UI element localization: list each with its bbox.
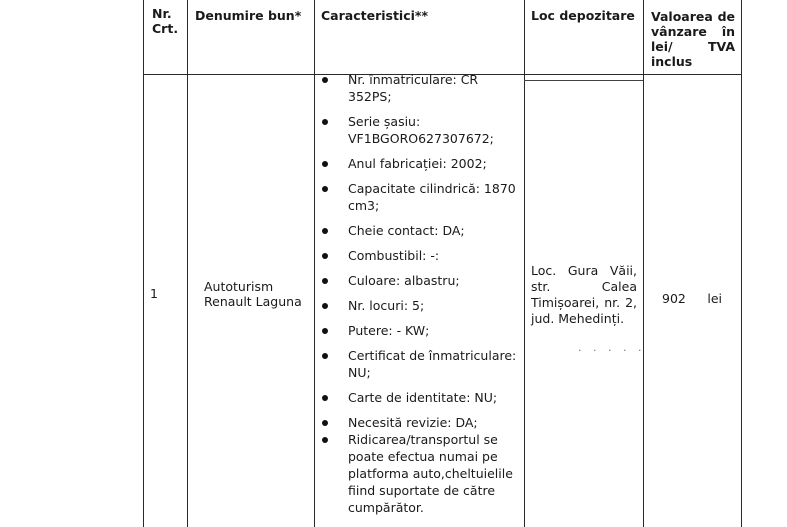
- loc-w3: Văii,: [609, 263, 637, 278]
- header-nr-line-2: Crt.: [152, 21, 179, 36]
- list-item: Culoare: albastru;: [318, 272, 523, 289]
- list-item: Combustibil: -:: [318, 247, 523, 264]
- scan-dots: · · · · ·: [578, 344, 646, 357]
- loc-w8: 2,: [625, 295, 637, 310]
- col-border-2: [314, 0, 315, 527]
- header-loc: Loc depozitare: [531, 8, 635, 23]
- hdr-val-w5: lei/: [651, 39, 673, 54]
- loc-w9: jud. Mehedinți.: [531, 311, 625, 326]
- list-item: Putere: - KW;: [318, 322, 523, 339]
- col-border-0: [143, 0, 144, 527]
- valoare-currency: lei: [707, 291, 722, 306]
- hdr-val-w4: în: [721, 24, 735, 39]
- list-item: Capacitate cilindrică: 1870 cm3;: [318, 180, 523, 214]
- caracteristici-list: [318, 71, 523, 516]
- list-item: Ridicarea/transportul se poate efectua numai pe platforma auto,cheltuielile fiind suportate de către cumpărător.: [318, 431, 523, 516]
- header-nr: [152, 6, 178, 36]
- valoare-amount: 902: [662, 291, 686, 306]
- header-denumire: Denumire bun*: [195, 8, 302, 23]
- row-valoare: [662, 291, 722, 306]
- col-border-1: [187, 0, 188, 527]
- denumire-line-2: Renault Laguna: [204, 294, 302, 309]
- list-item: Certificat de înmatriculare: NU;: [318, 347, 523, 381]
- inner-border-loc: [524, 80, 643, 81]
- row-nr: 1: [150, 286, 158, 301]
- loc-w6: Timișoarei,: [531, 295, 600, 310]
- list-item: Serie șasiu: VF1BGORO627307672;: [318, 113, 523, 147]
- loc-w1: Loc.: [531, 263, 557, 278]
- col-border-5: [741, 0, 742, 527]
- hdr-val-w1: Valoarea: [651, 9, 713, 24]
- hdr-val-w7: inclus: [651, 54, 693, 69]
- header-caracteristici: Caracteristici**: [321, 8, 428, 23]
- header-nr-line-1: Nr.: [152, 6, 172, 21]
- hdr-val-w2: de: [717, 9, 735, 24]
- loc-w2: Gura: [567, 263, 599, 278]
- list-item: Anul fabricației: 2002;: [318, 155, 523, 172]
- loc-w7: nr.: [604, 295, 621, 310]
- hdr-val-w6: TVA: [707, 39, 735, 54]
- denumire-line-1: Autoturism: [204, 279, 274, 294]
- col-border-4: [643, 0, 644, 527]
- hdr-val-w3: vânzare: [651, 24, 707, 39]
- loc-w5: Calea: [601, 279, 637, 294]
- loc-w4: str.: [531, 279, 551, 294]
- row-denumire: [204, 279, 302, 309]
- list-item: Carte de identitate: NU;: [318, 389, 523, 406]
- list-item: Necesită revizie: DA;: [318, 414, 523, 431]
- list-item: Nr. înmatriculare: CR 352PS;: [318, 71, 523, 105]
- row-loc: [531, 263, 637, 327]
- list-item: Nr. locuri: 5;: [318, 297, 523, 314]
- list-item: Cheie contact: DA;: [318, 222, 523, 239]
- header-valoarea: [651, 9, 735, 69]
